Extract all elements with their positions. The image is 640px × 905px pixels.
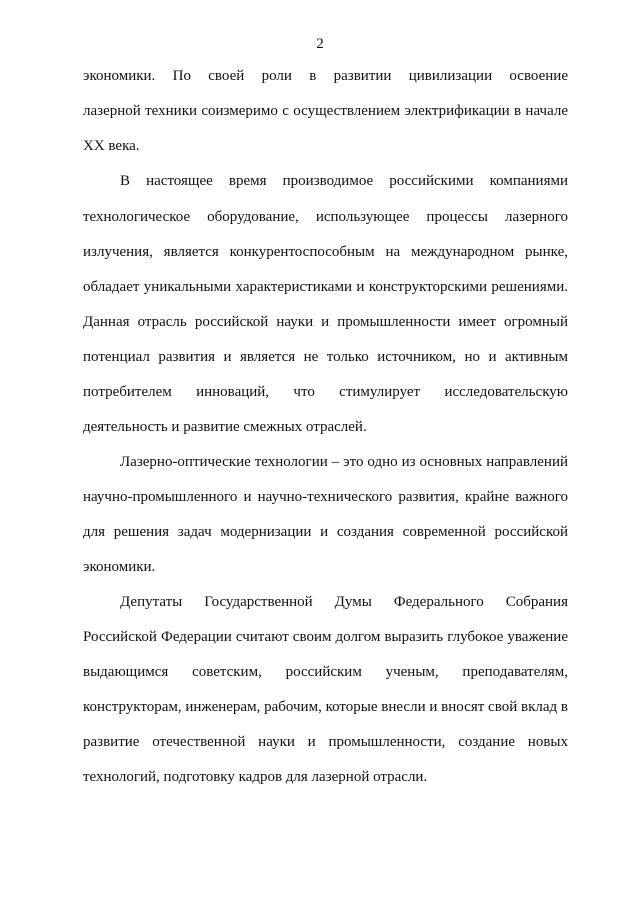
text-line: технологий, подготовку кадров для лазерной отрасли. [83,769,428,785]
text-line: экономики. [83,559,156,575]
text-line: развитие отечественной науки и промышленности, создание новых [83,734,568,750]
text-line: Российской Федерации считают своим долгом выразить глубокое уважение [83,629,568,645]
text-line: В настоящее время производимое российскими компаниями [120,173,568,189]
page-number: 2 [316,36,324,52]
text-line: конструкторам, инженерам, рабочим, которые внесли и вносят свой вклад в [83,699,568,715]
text-line: потенциал развития и является не только источником, но и активным [83,349,568,365]
text-line: экономики. По своей роли в развитии цивилизации освоение [83,68,568,84]
text-line: для решения задач модернизации и создания современной российской [83,524,568,540]
text-line: научно-промышленного и научно-технического развития, крайне важного [83,489,568,505]
text-line: обладает уникальными характеристиками и конструкторскими решениями. [83,279,568,295]
text-line: технологическое оборудование, использующее процессы лазерного [83,209,568,225]
text-line: потребителем инноваций, что стимулирует исследовательскую [83,384,568,400]
text-line: деятельность и развитие смежных отраслей. [83,419,367,435]
text-line: Депутаты Государственной Думы Федерального Собрания [120,594,568,610]
text-line: Данная отрасль российской науки и промышленности имеет огромный [83,314,568,330]
text-line: лазерной техники соизмеримо с осуществлением электрификации в начале [83,103,568,119]
text-line: излучения, является конкурентоспособным на международном рынке, [83,244,568,260]
text-line: выдающимся советским, российским ученым, преподавателям, [83,664,568,680]
text-line: Лазерно-оптические технологии – это одно из основных направлений [120,454,568,470]
text-line: XX века. [83,138,140,154]
